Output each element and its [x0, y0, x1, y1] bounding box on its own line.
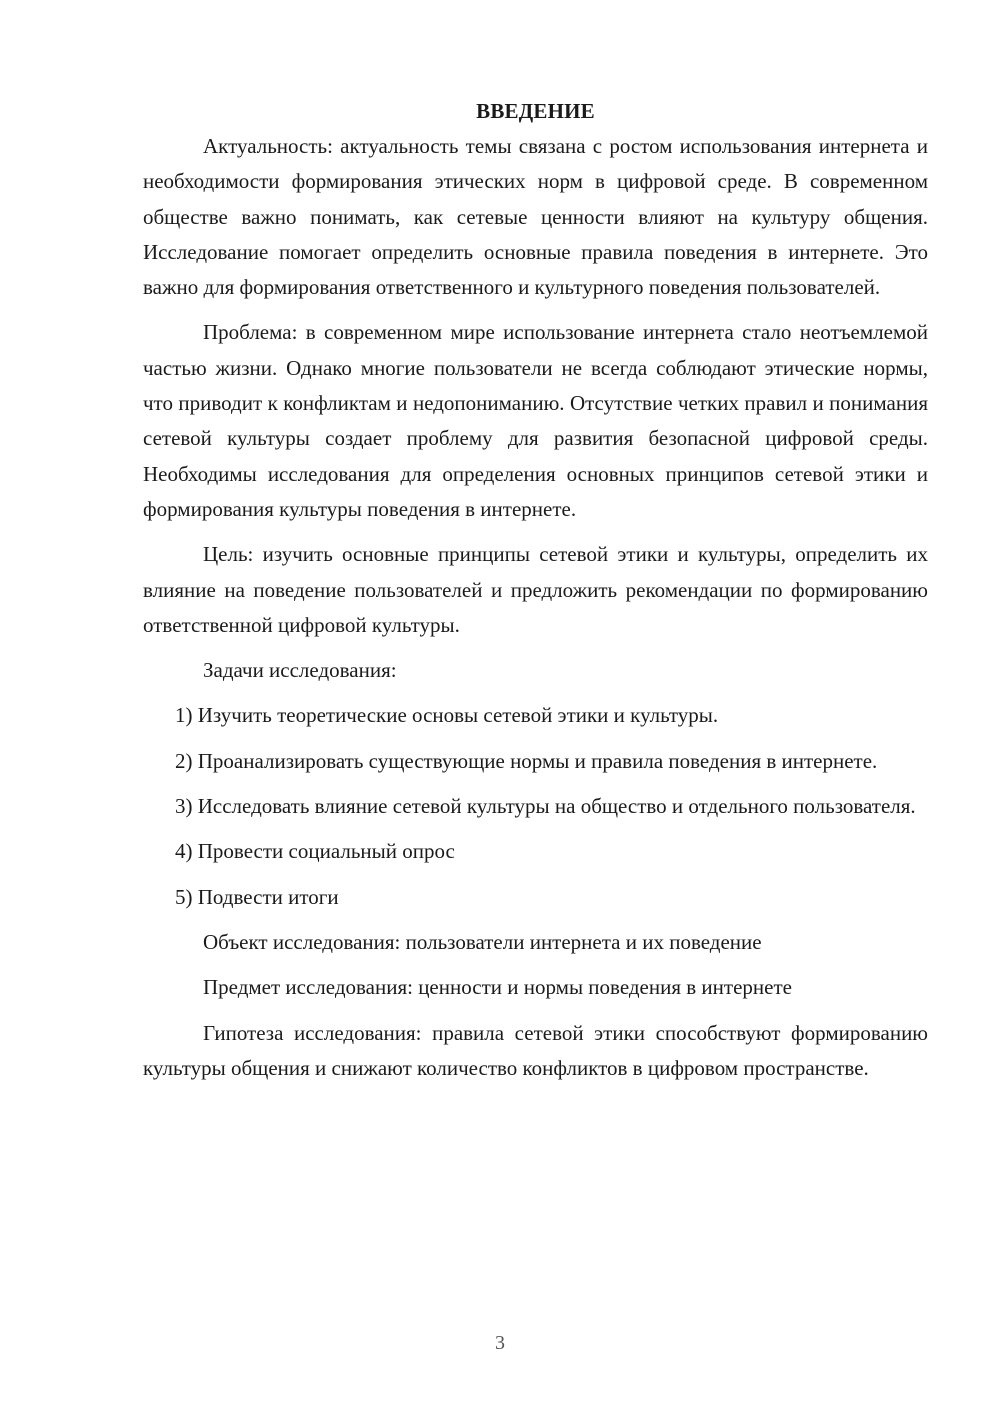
tasks-heading: Задачи исследования: — [203, 658, 397, 683]
paragraph-object: Объект исследования: пользователи интернета и их поведение — [203, 929, 762, 954]
page-number: 3 — [495, 1332, 505, 1354]
page-title: ВВЕДЕНИЕ — [476, 99, 595, 123]
paragraph-subject: Предмет исследования: ценности и нормы поведения в интернете — [203, 975, 792, 1000]
task-item-1: 1) Изучить теоретические основы сетевой этики и культуры. — [175, 703, 719, 728]
document-page — [143, 94, 928, 1096]
paragraph-hypothesis: Гипотеза исследования: правила сетевой этики способствуют формированию культуры общения и снижают количество конфликтов в цифровом пространстве. — [143, 1020, 928, 1080]
paragraph-goal: Цель: изучить основные принципы сетевой этики и культуры, определить их влияние на поведение пользователей и предложить рекомендации по формированию ответственной цифровой культуры. — [143, 542, 928, 637]
task-item-5: 5) Подвести итоги — [175, 884, 339, 909]
paragraph-relevance: Актуальность: актуальность темы связана с ростом использования интернета и необходимости формирования этических норм в цифровой среде. В современном обществе важно понимать, как сетевые ценности влияют на культуру общения. Исследование помогает определить основные правила поведения в интернете. Это важно для формирования ответственного и культурного поведения пользователей. — [143, 134, 928, 300]
task-item-2: 2) Проанализировать существующие нормы и правила поведения в интернете. — [175, 748, 878, 773]
task-item-3: 3) Исследовать влияние сетевой культуры на общество и отдельного пользователя. — [175, 794, 916, 819]
paragraph-problem: Проблема: в современном мире использование интернета стало неотъемлемой частью жизни. Однако многие пользователи не всегда соблюдают этические нормы, что приводит к конфликтам и недопониманию. Отсутствие четких правил и понимания сетевой культуры создает проблему для развития безопасной цифровой среды. Необходимы исследования для определения основных принципов сетевой этики и формирования культуры поведения в интернете. — [143, 320, 928, 521]
task-item-4: 4) Провести социальный опрос — [175, 839, 455, 864]
